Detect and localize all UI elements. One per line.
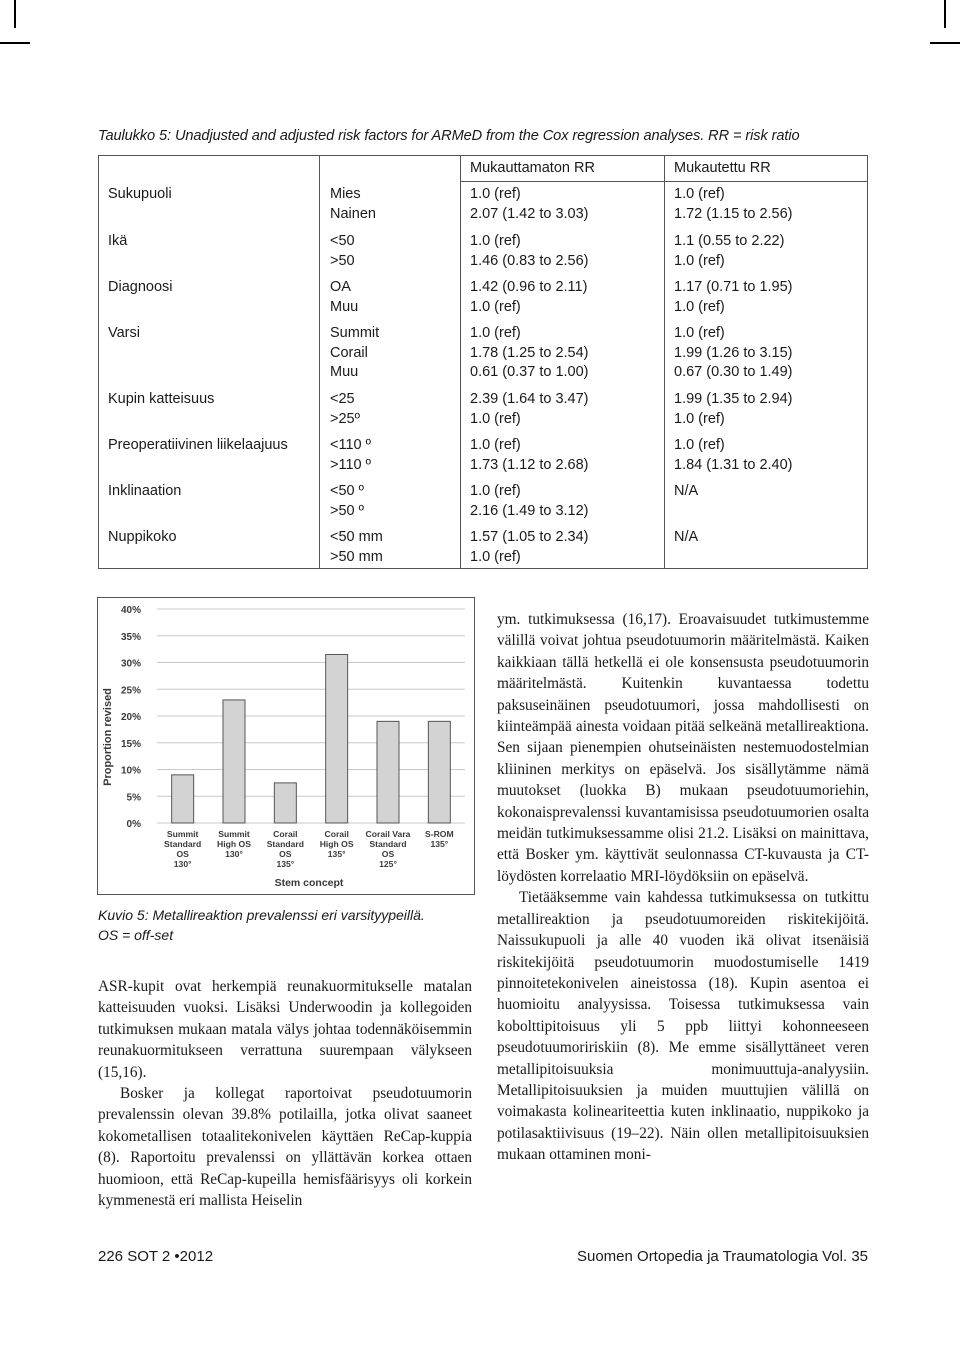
figure-caption-line-1: Kuvio 5: Metallireaktion prevalenssi eri varsityypeillä.	[98, 907, 425, 923]
x-category-label: High OS	[319, 839, 354, 849]
unadj-value: 2.39 (1.64 to 3.47)	[470, 391, 589, 407]
bar	[377, 721, 399, 823]
unadj-value: 1.0 (ref)	[470, 233, 521, 249]
x-category-label: 135°	[430, 839, 449, 849]
cell-levels	[330, 390, 360, 429]
cell-factor	[108, 482, 181, 502]
cell-unadj	[470, 278, 587, 317]
x-category-label: Corail Vara	[365, 829, 411, 839]
adj-value: 1.0 (ref)	[674, 325, 725, 341]
y-tick-label: 15%	[120, 738, 141, 750]
cell-unadj	[470, 324, 589, 383]
cell-adj	[674, 278, 793, 317]
left-paragraph-1: ASR-kupit ovat herkempiä reunakuormitukselle matalan katteisuuden vuoksi. Lisäksi Underwoodin ja kollegoiden tutkimuksen mukaan matala välys johtaa todennäköisemmin reunakuormitukseen verrattuna suurempaan välykseen (15,16).	[98, 978, 472, 1081]
factor-value: Preoperatiivinen liikelaajuus	[108, 437, 288, 453]
y-tick-label: 40%	[120, 605, 141, 616]
unadj-value: 0.61 (0.37 to 1.00)	[470, 364, 589, 380]
x-category-label: High OS	[217, 839, 251, 849]
crop-mark-top-right-horizontal	[930, 42, 960, 44]
unadj-value: 1.0 (ref)	[470, 325, 521, 341]
unadj-value: 2.16 (1.49 to 3.12)	[470, 502, 589, 519]
adj-value: N/A	[674, 483, 699, 499]
x-category-label: Corail	[324, 829, 349, 839]
adj-value: N/A	[674, 529, 699, 545]
cell-unadj	[470, 390, 589, 429]
adj-value: 1.1 (0.55 to 2.22)	[674, 233, 785, 249]
unadj-value: 1.42 (0.96 to 2.11)	[470, 279, 588, 295]
unadj-value: 1.46 (0.83 to 2.56)	[470, 252, 589, 269]
left-paragraph-2: Bosker ja kollegat raportoivat pseudotuumorin prevalenssin olevan 39.8% potilailla, jotka olivat saaneet kokometallisen totaalitekonivelen käyttäen ReCap-kuppia (8). Raportoitu prevalenssi on yllättävän korkea ottaen huomioon, että ReCap-kupeilla hemisfäärisyys oli korkein kymmenestä eri mallista Heiselin	[98, 1085, 472, 1210]
unadj-value: 1.0 (ref)	[470, 410, 521, 427]
x-category-label: Standard	[266, 839, 304, 849]
adj-value: 1.0 (ref)	[674, 437, 725, 453]
x-category-label: Standard	[369, 839, 407, 849]
levels-value: <50 º	[330, 483, 364, 499]
crop-mark-top-right-vertical	[944, 0, 946, 28]
bar	[223, 700, 245, 823]
cell-factor	[108, 390, 214, 410]
cell-unadj	[470, 482, 589, 521]
header-unadjusted-rr: Mukauttamaton RR	[470, 160, 595, 176]
y-axis-label: Proportion revised	[102, 688, 114, 786]
cell-levels	[330, 482, 364, 521]
bar	[428, 721, 450, 823]
cell-factor	[108, 232, 127, 252]
bar	[172, 775, 194, 823]
factor-value: Sukupuoli	[108, 186, 172, 202]
y-tick-label: 5%	[126, 792, 141, 804]
y-tick-label: 10%	[120, 765, 141, 777]
y-tick-label: 25%	[120, 685, 141, 697]
right-text-column	[497, 609, 869, 1166]
cell-factor	[108, 278, 173, 298]
adj-value: 1.99 (1.26 to 3.15)	[674, 344, 793, 361]
x-category-label: 130°	[173, 859, 192, 869]
cell-adj	[674, 390, 793, 429]
cell-levels	[330, 185, 376, 224]
header-adjusted-rr: Mukautettu RR	[674, 160, 771, 176]
cell-levels	[330, 278, 358, 317]
factor-value: Diagnoosi	[108, 279, 173, 295]
cell-adj	[674, 324, 793, 383]
adj-value: 1.84 (1.31 to 2.40)	[674, 456, 793, 473]
adj-value: 0.67 (0.30 to 1.49)	[674, 364, 793, 380]
table-divider-1	[319, 156, 320, 568]
table-divider-3	[664, 156, 665, 568]
unadj-value: 1.73 (1.12 to 2.68)	[470, 456, 589, 473]
adj-value: 1.0 (ref)	[674, 298, 725, 315]
crop-mark-top-left-vertical	[14, 0, 16, 28]
bar	[274, 783, 296, 823]
risk-factor-table	[98, 155, 868, 569]
adj-value: 1.0 (ref)	[674, 252, 725, 269]
factor-value: Kupin katteisuus	[108, 391, 215, 407]
x-category-label: 130°	[225, 849, 243, 859]
cell-levels	[330, 528, 383, 567]
bar-chart	[97, 597, 475, 895]
levels-value: >110 º	[330, 456, 371, 473]
adj-value: 1.0 (ref)	[674, 410, 725, 427]
levels-value: Summit	[330, 325, 380, 341]
adj-value: 1.99 (1.35 to 2.94)	[674, 391, 793, 407]
levels-value: Muu	[330, 298, 359, 315]
table-divider-2	[460, 156, 461, 568]
cell-adj	[674, 232, 784, 271]
footer-page-info: 226 SOT 2 •2012	[98, 1248, 214, 1265]
cell-factor	[108, 436, 288, 456]
cell-factor	[108, 528, 177, 548]
unadj-value: 2.07 (1.42 to 3.03)	[470, 205, 589, 222]
table-caption: Taulukko 5: Unadjusted and adjusted risk factors for ARMeD from the Cox regression analyses. RR = risk ratio	[98, 128, 800, 144]
x-axis-label: Stem concept	[274, 877, 344, 889]
factor-value: Ikä	[108, 233, 128, 249]
cell-unadj	[470, 185, 589, 224]
cell-unadj	[470, 528, 589, 567]
levels-value: >25º	[330, 410, 360, 427]
unadj-value: 1.57 (1.05 to 2.34)	[470, 529, 589, 545]
cell-levels	[330, 324, 379, 383]
adj-value: 1.17 (0.71 to 1.95)	[674, 279, 793, 295]
cell-unadj	[470, 232, 589, 271]
cell-adj	[674, 482, 698, 502]
levels-value: Nainen	[330, 205, 376, 222]
levels-value: <25	[330, 391, 355, 407]
y-tick-label: 30%	[120, 658, 141, 670]
x-category-label: Summit	[166, 829, 199, 839]
levels-value: Muu	[330, 364, 359, 380]
cell-factor	[108, 185, 172, 205]
x-category-label: 125°	[379, 859, 397, 869]
x-category-label: Corail	[273, 829, 298, 839]
y-tick-label: 35%	[120, 631, 141, 643]
cell-adj	[674, 528, 698, 548]
levels-value: <50 mm	[330, 529, 383, 545]
x-category-label: Summit	[218, 829, 250, 839]
figure-caption-line-2: OS = off-set	[98, 927, 174, 943]
levels-value: >50 º	[330, 502, 364, 519]
crop-mark-top-left-horizontal	[0, 42, 30, 44]
right-paragraph-1: ym. tutkimuksessa (16,17). Eroavaisuudet tutkimustemme välillä voivat johtua pseudotuumorin määritelmästä. Kaiken kaikkiaan tällä hetkellä ei ole konsensusta pseudotuumorin määritelmästä. Kuitenkin kuvantaessa todettu paksuseinäinen pseudotuumori, jossa mahdollisesti on kiinteämpää ainesta voidaan pitää selkeänä metallireaktiona. Sen sijaan pienempien ohutseinäisten nestemuodostelmian kliininen merkitys on epäselvä. Jos sisällytämme nämä muutokset (luokka B) mukaan pseudotuumoriehin, kokonaisprevalenssi kuvantamisissa pseudotuumorien osalta meidän tutkimuksessamme olisi 21.2. Lisäksi on mainittava, että Bosker ym. käyttivät seulonnassa CT-kuvausta ja CT-löydösten korrelaatio MRI-löydöksiin on epäselvä.	[497, 611, 869, 885]
levels-value: Corail	[330, 344, 368, 361]
levels-value: >50	[330, 252, 355, 269]
x-category-label: OS	[381, 849, 395, 859]
unadj-value: 1.0 (ref)	[470, 298, 521, 315]
cell-adj	[674, 436, 793, 475]
unadj-value: 1.0 (ref)	[470, 548, 521, 565]
cell-adj	[674, 185, 793, 224]
x-category-label: 135°	[327, 849, 346, 859]
x-category-label: OS	[279, 849, 292, 859]
bar	[326, 654, 348, 823]
levels-value: <50	[330, 233, 355, 249]
x-category-label: S-ROM	[425, 829, 454, 839]
y-tick-label: 0%	[126, 819, 141, 830]
cell-levels	[330, 436, 371, 475]
unadj-value: 1.0 (ref)	[470, 437, 521, 453]
left-text-column	[98, 976, 472, 1211]
footer-journal-name: Suomen Ortopedia ja Traumatologia Vol. 35	[576, 1248, 868, 1265]
adj-value: 1.72 (1.15 to 2.56)	[674, 205, 793, 222]
unadj-value: 1.78 (1.25 to 2.54)	[470, 344, 589, 361]
factor-value: Nuppikoko	[108, 529, 177, 545]
unadj-value: 1.0 (ref)	[470, 483, 521, 499]
header-rule	[460, 181, 867, 182]
factor-value: Inklinaation	[108, 483, 182, 499]
levels-value: <110 º	[330, 437, 371, 453]
x-category-label: OS	[176, 849, 189, 859]
cell-levels	[330, 232, 355, 271]
y-tick-label: 20%	[120, 712, 141, 723]
figure-caption	[98, 905, 478, 945]
right-paragraph-2: Tietääksemme vain kahdessa tutkimuksessa on tutkittu metallireaktion ja pseudotuumoreiden riskitekijöitä. Naissukupuoli ja alle 40 vuoden ikä olivat itsenäisiä riskitekijöitä pseudotuumorin muodostumiselle 1419 pinnoitetekonivelen aineistossa (18). Kupin asentoa ei huomioitu analyysissa. Toisessa tutkimuksessa vain kobolttipitoisuus yli 5 ppb liittyi kohonneeseen pseudotuumoririskiin (8). Me emme sisällyttäneet veren metallipitoisuuksia monimuuttuja-analyysiin. Metallipitoisuuksien ja muiden muuttujien välillä on voimakasta kolineariteettia kuten inklinaatio, nuppikoko ja potilasaktiivisuus (19–22). Näin ollen metallipitoisuuksien mukaan ottaminen moni-	[497, 889, 869, 1164]
levels-value: Mies	[330, 186, 361, 202]
cell-factor	[108, 324, 140, 344]
x-category-label: Standard	[164, 839, 202, 849]
x-category-label: 135°	[276, 859, 295, 869]
factor-value: Varsi	[108, 325, 140, 341]
unadj-value: 1.0 (ref)	[470, 186, 521, 202]
adj-value: 1.0 (ref)	[674, 186, 725, 202]
levels-value: >50 mm	[330, 548, 383, 565]
levels-value: OA	[330, 279, 351, 295]
cell-unadj	[470, 436, 589, 475]
